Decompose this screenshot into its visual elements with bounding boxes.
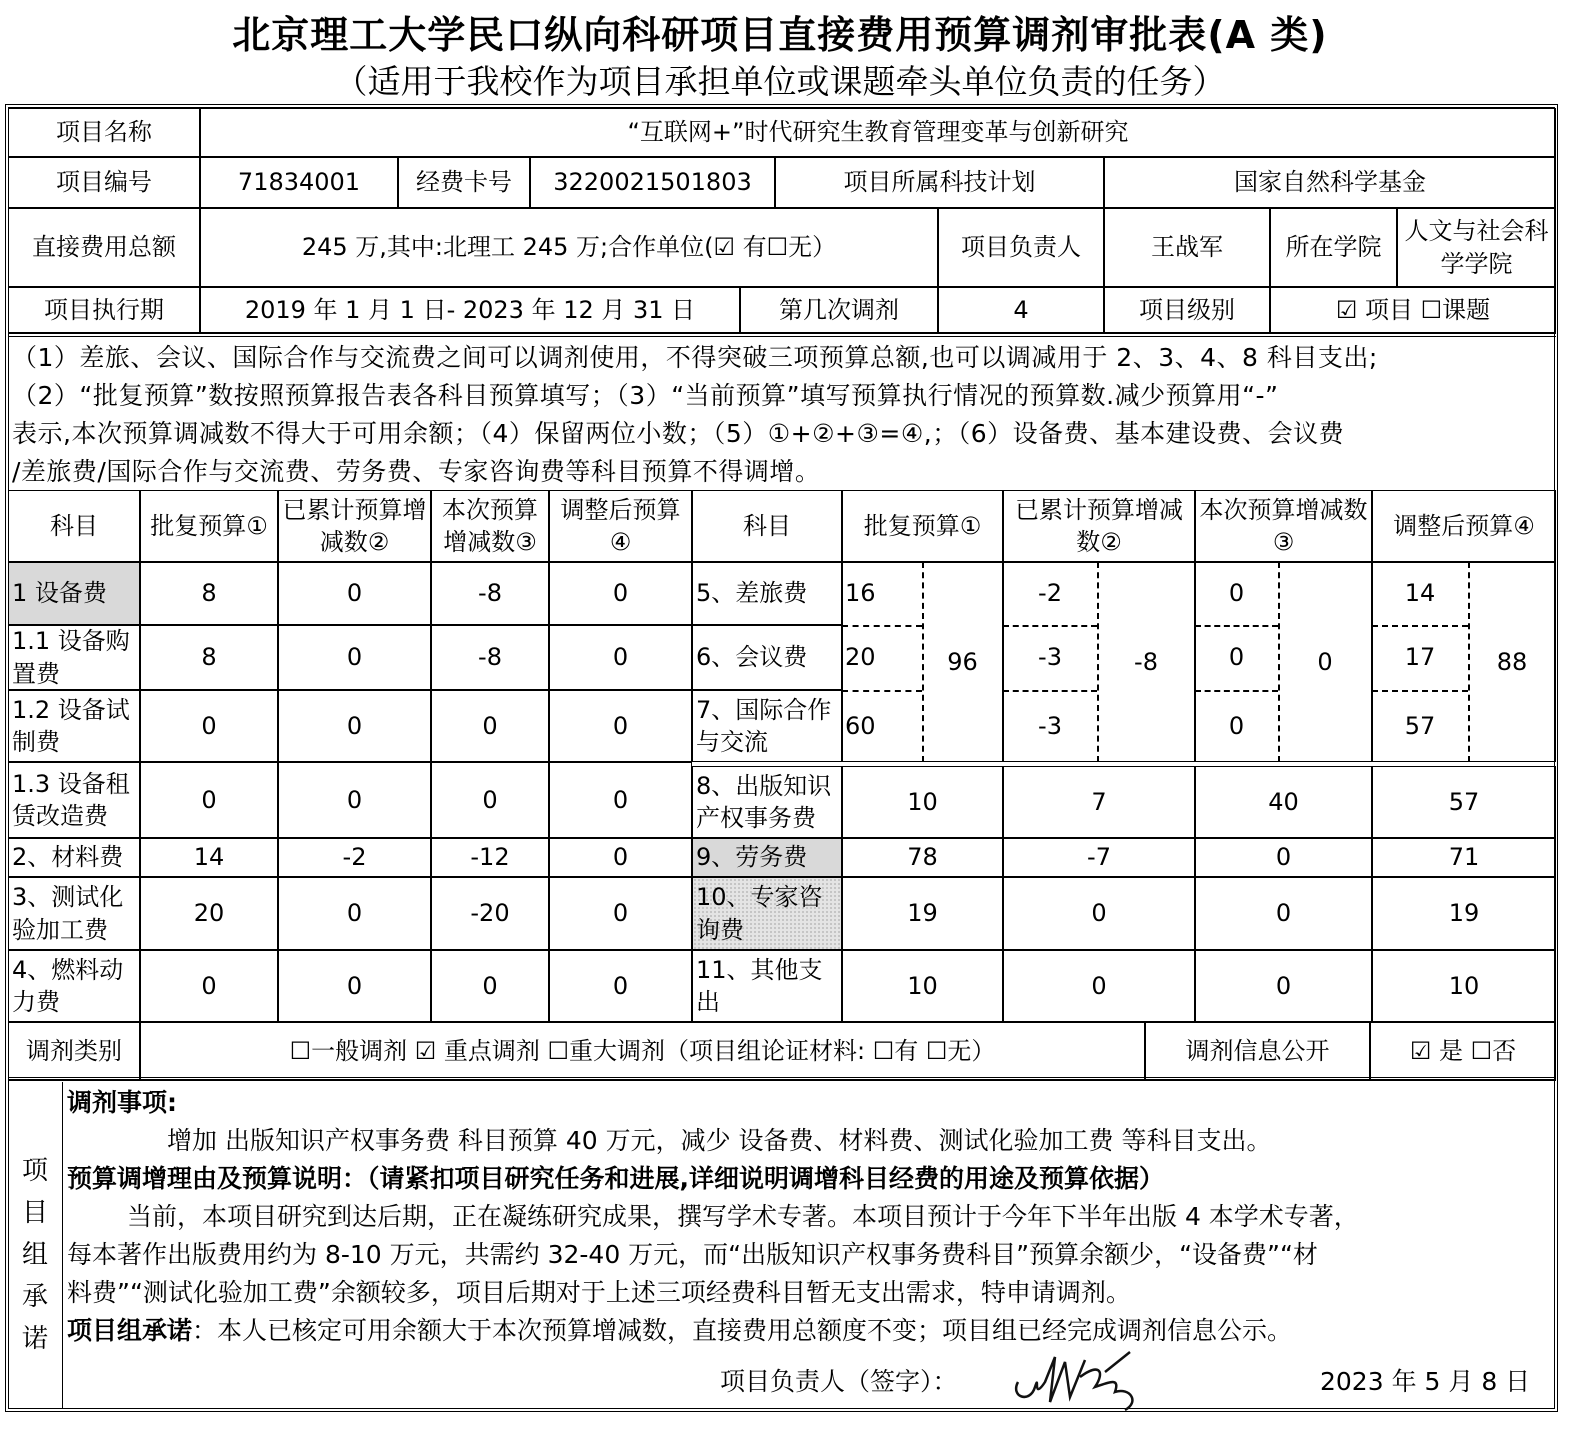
right-value-cell: 19	[842, 877, 1003, 950]
left-value-cell: -2	[278, 838, 431, 877]
left-value-cell: 0	[278, 625, 431, 690]
left-value-cell: 0	[549, 690, 692, 762]
left-value-cell: 14	[140, 838, 278, 877]
group-value-cell: 57	[1404, 711, 1436, 740]
signature-label: 项目负责人（签字）：	[720, 1367, 958, 1396]
left-value-cell: 0	[140, 690, 278, 762]
right-value-cell: 0	[1195, 838, 1372, 877]
left-subject-cell: 1 设备费	[8, 562, 140, 625]
promise-line	[67, 1312, 1552, 1350]
promise-title: 项目组承诺	[67, 1316, 193, 1345]
left-header-cell: 调整后预算④	[549, 490, 692, 562]
dashed-divider	[842, 625, 922, 627]
matters-text: 增加 出版知识产权事务费 科目预算 40 万元，减少 设备费、材料费、测试化验加工费 等科目支出。	[167, 1126, 1272, 1155]
group-value-cell: 0	[1228, 579, 1245, 608]
left-subject-cell: 2、材料费	[8, 838, 140, 877]
side-label-char: 项	[21, 1156, 48, 1186]
right-value-cell: 10	[1372, 950, 1556, 1022]
right-subject-cell: 8、出版知识产权事务费	[692, 766, 842, 838]
leader-label: 项目负责人	[938, 208, 1104, 287]
dashed-divider	[1278, 562, 1280, 762]
right-value-cell: 7	[1003, 766, 1195, 838]
group-value-cell: -2	[1038, 579, 1062, 608]
period-label: 项目执行期	[8, 287, 200, 333]
right-value-cell: 71	[1372, 838, 1556, 877]
group-total-cell: 0	[1317, 647, 1333, 676]
signature-image	[1010, 1342, 1160, 1412]
side-label-char: 承	[21, 1282, 48, 1312]
leader-value: 王战军	[1104, 208, 1270, 287]
left-value-cell: 0	[431, 950, 549, 1022]
group-subject-cell: 5、差旅费	[692, 562, 842, 625]
card-no-value: 3220021501803	[530, 157, 775, 208]
matters-title: 调剂事项:	[67, 1088, 177, 1117]
left-value-cell: 0	[278, 690, 431, 762]
reason-line: 当前，本项目研究到达后期，正在凝练研究成果，撰写学术专著。本项目预计于今年下半年出版 4 本学术专著，	[127, 1202, 1359, 1231]
left-value-cell: 0	[549, 762, 692, 838]
dashed-divider	[1372, 625, 1468, 627]
group-value-cell: 0	[1228, 711, 1245, 740]
right-header-cell: 已累计预算增减数②	[1003, 490, 1195, 562]
left-subject-cell: 1.2 设备试制费	[8, 690, 140, 762]
reason-title: 预算调增理由及预算说明：（请紧扣项目研究任务和进展,详细说明调增科目经费的用途及预算依据）	[67, 1164, 1165, 1193]
group-total-cell: -8	[1134, 647, 1158, 676]
group-total-cell: 96	[947, 647, 978, 676]
left-subject-cell: 1.3 设备租赁改造费	[8, 762, 140, 838]
college-label: 所在学院	[1270, 208, 1397, 287]
note-line: （1）差旅、会议、国际合作与交流费之间可以调剂使用，不得突破三项预算总额,也可以调减用于 2、3、4、8 科目支出;	[12, 343, 1378, 372]
dashed-divider	[1003, 690, 1097, 692]
dashed-divider	[1195, 625, 1278, 627]
right-value-cell: 19	[1372, 877, 1556, 950]
group-subject-cell: 7、国际合作与交流	[692, 690, 842, 762]
right-value-cell: 0	[1195, 877, 1372, 950]
commitment-section	[62, 1082, 1556, 1408]
side-label-char: 目	[21, 1198, 48, 1228]
group-value-cell: 16	[845, 579, 876, 608]
right-value-cell: 10	[842, 950, 1003, 1022]
reason-line: 料费”“测试化验加工费”余额较多，项目后期对于上述三项经费科目暂无支出需求，特申请调剂。	[67, 1278, 1131, 1307]
left-value-cell: 0	[549, 838, 692, 877]
left-value-cell: 8	[140, 625, 278, 690]
group-value-cell: 17	[1404, 643, 1436, 672]
left-value-cell: 0	[431, 690, 549, 762]
public-value: ☑ 是 ☐否	[1370, 1022, 1556, 1080]
left-value-cell: 20	[140, 877, 278, 950]
card-no-label: 经费卡号	[398, 157, 530, 208]
left-value-cell: -12	[431, 838, 549, 877]
instructions-notes	[8, 337, 1556, 490]
right-value-cell: 78	[842, 838, 1003, 877]
level-value: ☑ 项目 ☐课题	[1270, 287, 1556, 333]
left-value-cell: 0	[431, 762, 549, 838]
note-line: 表示,本次预算调减数不得大于可用余额；（4）保留两位小数；（5）①+②+③=④,；（6）设备费、基本建设费、会议费	[12, 419, 1345, 448]
commitment-side-label	[10, 1150, 60, 1360]
right-header-cell: 科目	[692, 490, 842, 562]
college-value: 人文与社会科学学院	[1397, 208, 1556, 287]
right-value-cell: -7	[1003, 838, 1195, 877]
right-header-cell: 调整后预算④	[1372, 490, 1556, 562]
promise-text: ：本人已核定可用余额大于本次预算增减数，直接费用总额度不变；项目组已经完成调剂信息公示。	[192, 1316, 1293, 1345]
sign-date: 2023 年 5 月 8 日	[1320, 1367, 1531, 1396]
level-label: 项目级别	[1104, 287, 1270, 333]
group-value-cell: 60	[845, 711, 876, 740]
left-header-cell: 本次预算增减数③	[431, 490, 549, 562]
public-label: 调剂信息公开	[1145, 1022, 1370, 1080]
group-value-cell: -3	[1038, 711, 1062, 740]
project-name-label: 项目名称	[8, 108, 200, 157]
right-header-cell: 本次预算增减数③	[1195, 490, 1372, 562]
left-value-cell: 0	[549, 562, 692, 625]
side-label-char: 组	[21, 1240, 48, 1270]
group-total-cell: 88	[1496, 647, 1528, 676]
left-value-cell: 0	[549, 625, 692, 690]
left-value-cell: 8	[140, 562, 278, 625]
section-divider	[8, 1077, 1556, 1081]
right-value-cell: 10	[842, 766, 1003, 838]
group-value-cell: -3	[1038, 643, 1062, 672]
left-value-cell: 0	[549, 877, 692, 950]
period-value: 2019 年 1 月 1 日- 2023 年 12 月 31 日	[200, 287, 740, 333]
right-value-cell: 57	[1372, 766, 1556, 838]
dashed-divider	[1003, 625, 1097, 627]
left-value-cell: -8	[431, 562, 549, 625]
group-value-cell: 14	[1404, 579, 1436, 608]
project-no-value: 71834001	[200, 157, 398, 208]
left-value-cell: 0	[278, 562, 431, 625]
note-line: （2）“批复预算”数按照预算报告表各科目预算填写；（3）“当前预算”填写预算执行情况的预算数.减少预算用“-”	[12, 381, 1279, 410]
dashed-divider	[842, 690, 922, 692]
left-subject-cell: 3、测试化验加工费	[8, 877, 140, 950]
project-no-label: 项目编号	[8, 157, 200, 208]
left-value-cell: -20	[431, 877, 549, 950]
dashed-divider	[1195, 690, 1278, 692]
category-options: ☐一般调剂 ☑ 重点调剂 ☐重大调剂（项目组论证材料: ☐有 ☐无）	[140, 1022, 1145, 1080]
dashed-divider	[1372, 690, 1468, 692]
left-value-cell: 0	[278, 950, 431, 1022]
right-subject-cell: 11、其他支出	[692, 950, 842, 1022]
left-header-cell: 科目	[8, 490, 140, 562]
left-value-cell: 0	[140, 762, 278, 838]
left-subject-cell: 1.1 设备购置费	[8, 625, 140, 690]
right-value-cell: 0	[1003, 950, 1195, 1022]
right-value-cell: 40	[1195, 766, 1372, 838]
form-title: 北京理工大学民口纵向科研项目直接费用预算调剂审批表(A 类)	[232, 13, 1328, 57]
right-subject-cell: 9、劳务费	[692, 838, 842, 877]
category-label: 调剂类别	[8, 1022, 140, 1080]
left-value-cell: -8	[431, 625, 549, 690]
left-value-cell: 0	[278, 762, 431, 838]
left-value-cell: 0	[549, 950, 692, 1022]
left-header-cell: 已累计预算增减数②	[278, 490, 431, 562]
dashed-divider	[922, 562, 924, 762]
round-label: 第几次调剂	[740, 287, 938, 333]
group-subject-cell: 6、会议费	[692, 625, 842, 690]
total-label: 直接费用总额	[8, 208, 200, 287]
right-subject-cell: 10、专家咨询费	[692, 877, 842, 950]
form-subtitle: （适用于我校作为项目承担单位或课题牵头单位负责的任务）	[334, 62, 1226, 101]
dashed-divider	[1468, 562, 1470, 762]
reason-line: 每本著作出版费用约为 8-10 万元，共需约 32-40 万元，而“出版知识产权事务费科目”预算余额少，“设备费”“材	[67, 1240, 1318, 1269]
right-value-cell: 0	[1003, 877, 1195, 950]
plan-value: 国家自然科学基金	[1104, 157, 1556, 208]
right-value-cell: 0	[1195, 950, 1372, 1022]
dashed-divider	[1097, 562, 1099, 762]
left-header-cell: 批复预算①	[140, 490, 278, 562]
left-value-cell: 0	[140, 950, 278, 1022]
group-value-cell: 20	[845, 643, 876, 672]
side-label-char: 诺	[21, 1324, 48, 1354]
note-line: /差旅费/国际合作与交流费、劳务费、专家咨询费等科目预算不得调增。	[12, 457, 821, 486]
left-value-cell: 0	[278, 877, 431, 950]
group-value-cell: 0	[1228, 643, 1245, 672]
right-header-cell: 批复预算①	[842, 490, 1003, 562]
left-subject-cell: 4、燃料动力费	[8, 950, 140, 1022]
plan-label: 项目所属科技计划	[775, 157, 1104, 208]
total-value: 245 万,其中:北理工 245 万;合作单位(☑ 有☐无）	[200, 208, 938, 287]
project-name-value: “互联网+”时代研究生教育管理变革与创新研究	[200, 108, 1556, 157]
round-value: 4	[938, 287, 1104, 333]
